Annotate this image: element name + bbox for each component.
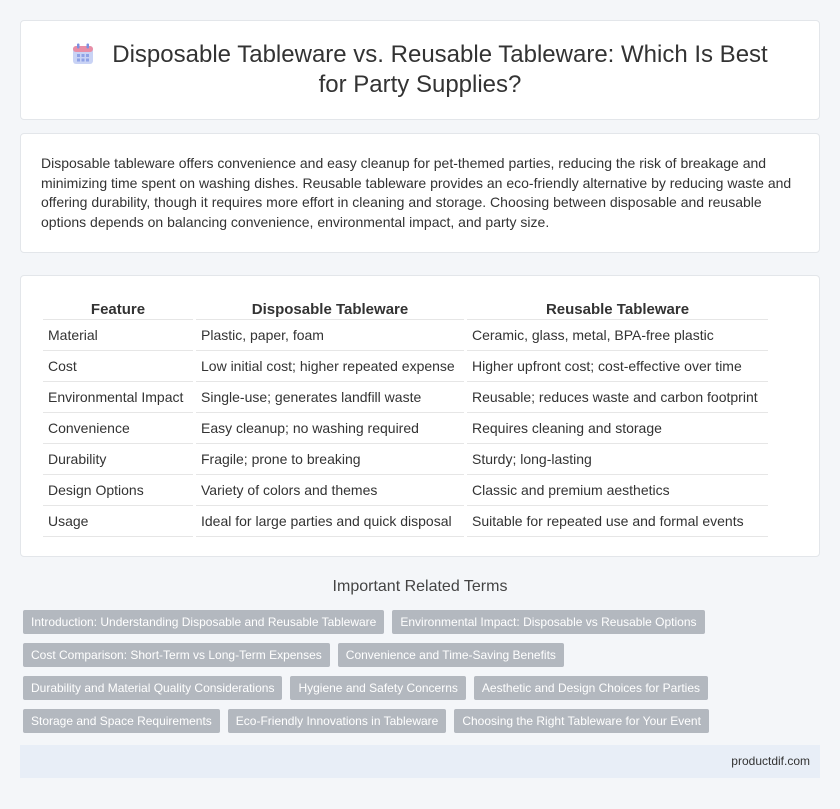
table-cell: Ideal for large parties and quick disposal (196, 506, 464, 537)
table-row (43, 320, 768, 351)
table-cell: Convenience (43, 413, 193, 444)
table-cell: Durability (43, 444, 193, 475)
table-cell: Single-use; generates landfill waste (196, 382, 464, 413)
table-row (43, 382, 768, 413)
table-row (43, 506, 768, 537)
table-cell: Higher upfront cost; cost-effective over time (467, 351, 768, 382)
related-term-tag[interactable]: Environmental Impact: Disposable vs Reusable Options (392, 610, 704, 634)
related-term-tag[interactable]: Cost Comparison: Short-Term vs Long-Term Expenses (23, 643, 330, 667)
column-header-disposable: Disposable Tableware (196, 296, 464, 320)
column-header-reusable: Reusable Tableware (467, 296, 768, 320)
table-cell: Classic and premium aesthetics (467, 475, 768, 506)
table-row (43, 413, 768, 444)
comparison-table-card (20, 275, 820, 557)
table-cell: Design Options (43, 475, 193, 506)
table-cell: Cost (43, 351, 193, 382)
related-term-tag[interactable]: Introduction: Understanding Disposable and Reusable Tableware (23, 610, 384, 634)
table-cell: Environmental Impact (43, 382, 193, 413)
table-cell: Requires cleaning and storage (467, 413, 768, 444)
comparison-table (40, 296, 771, 537)
related-term-tag[interactable]: Durability and Material Quality Considerations (23, 676, 282, 700)
table-cell: Reusable; reduces waste and carbon footprint (467, 382, 768, 413)
table-cell: Sturdy; long-lasting (467, 444, 768, 475)
table-header-row (43, 296, 768, 320)
calendar-icon (72, 43, 94, 65)
related-terms-list (23, 610, 823, 733)
related-term-tag[interactable]: Storage and Space Requirements (23, 709, 220, 733)
table-cell: Material (43, 320, 193, 351)
table-cell: Usage (43, 506, 193, 537)
table-row (43, 475, 768, 506)
table-cell: Ceramic, glass, metal, BPA-free plastic (467, 320, 768, 351)
table-cell: Fragile; prone to breaking (196, 444, 464, 475)
table-cell: Variety of colors and themes (196, 475, 464, 506)
table-cell: Low initial cost; higher repeated expense (196, 351, 464, 382)
footer-site-link[interactable]: productdif.com (731, 754, 810, 768)
table-cell: Plastic, paper, foam (196, 320, 464, 351)
related-term-tag[interactable]: Aesthetic and Design Choices for Parties (474, 676, 708, 700)
related-term-tag[interactable]: Choosing the Right Tableware for Your Event (454, 709, 709, 733)
related-term-tag[interactable]: Hygiene and Safety Concerns (290, 676, 465, 700)
header-card (20, 20, 820, 120)
related-term-tag[interactable]: Eco-Friendly Innovations in Tableware (228, 709, 447, 733)
column-header-feature: Feature (43, 296, 193, 320)
related-terms-title: Important Related Terms (332, 578, 508, 595)
intro-card (20, 133, 820, 253)
page-title (61, 40, 779, 100)
table-cell: Suitable for repeated use and formal events (467, 506, 768, 537)
related-term-tag[interactable]: Convenience and Time-Saving Benefits (338, 643, 564, 667)
footer (20, 745, 820, 778)
table-row (43, 351, 768, 382)
intro-text: Disposable tableware offers convenience and easy cleanup for pet-themed parties, reducing the risk of breakage and minimizing time spent on washing dishes. Reusable tableware provides an eco-friendly alternative by reducing waste and offering durability, though it requires more effort in cleaning and storage. Choosing between disposable and reusable options depends on balancing convenience, environmental impact, and party size. (41, 155, 792, 230)
table-cell: Easy cleanup; no washing required (196, 413, 464, 444)
table-row (43, 444, 768, 475)
page-title-text: Disposable Tableware vs. Reusable Tableware: Which Is Best for Party Supplies? (112, 41, 768, 98)
